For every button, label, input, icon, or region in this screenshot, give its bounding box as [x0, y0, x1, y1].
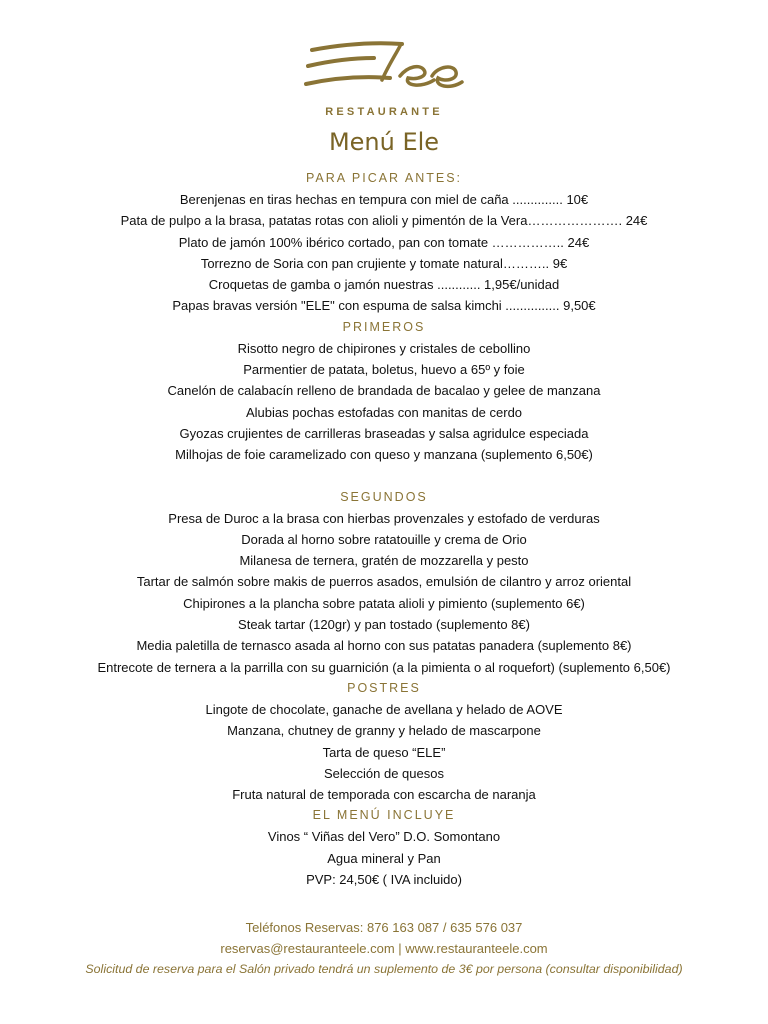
menu-item: Parmentier de patata, boletus, huevo a 65º y foie [243, 362, 525, 378]
menu-item: Manzana, chutney de granny y helado de mascarpone [227, 723, 541, 739]
menu-item: Berenjenas en tiras hechas en tempura con miel de caña .............. 10€ [179, 192, 589, 207]
section-para-picar [0, 168, 768, 317]
section-title: EL MENÚ INCLUYE [312, 808, 456, 823]
menu-title: Menú Ele [328, 128, 440, 156]
contact-links[interactable]: reservas@restauranteele.com | www.restauranteele.com [220, 941, 548, 956]
menu-item: Lingote de chocolate, ganache de avellana y helado de AOVE [205, 701, 563, 717]
menu-item: Selección de quesos [324, 765, 444, 781]
menu-content [0, 168, 768, 890]
menu-item: Dorada al horno sobre ratatouille y crema de Orio [241, 531, 527, 547]
section-menu-incluye [0, 805, 768, 890]
menu-item: Chipirones a la plancha sobre patata alioli y pimiento (suplemento 6€) [183, 595, 585, 611]
menu-item: Tarta de queso “ELE” [322, 744, 446, 760]
restaurant-logo [0, 36, 768, 120]
menu-item: Agua mineral y Pan [327, 850, 441, 866]
menu-item: Entrecote de ternera a la parrilla con su guarnición (a la pimienta o al roquefort) (suplemento 6,50€) [97, 659, 671, 675]
menu-item: Media paletilla de ternasco asada al horno con sus patatas panadera (suplemento 8€) [136, 638, 632, 654]
menu-item: Vinos “ Viñas del Vero” D.O. Somontano [267, 829, 501, 845]
menu-item: Tartar de salmón sobre makis de puerros asados, emulsión de cilantro y arroz oriental [136, 574, 632, 590]
section-segundos [0, 487, 768, 678]
menu-item: Papas bravas versión "ELE" con espuma de salsa kimchi ............... 9,50€ [172, 298, 596, 314]
menu-item: Presa de Duroc a la brasa con hierbas provenzales y estofado de verduras [168, 510, 600, 526]
section-title: POSTRES [347, 680, 421, 695]
menu-item: Gyozas crujientes de carrilleras braseadas y salsa agridulce especiada [179, 425, 589, 441]
menu-item: Alubias pochas estofadas con manitas de cerdo [245, 404, 523, 420]
reservation-phones: Teléfonos Reservas: 876 163 087 / 635 576 037 [245, 920, 523, 935]
section-title: SEGUNDOS [340, 489, 428, 504]
section-title: PARA PICAR ANTES: [305, 171, 463, 185]
private-room-note: Solicitud de reserva para el Salón privado tendrá un suplemento de 3€ por persona (consultar disponibilidad) [85, 962, 683, 976]
menu-item: Pata de pulpo a la brasa, patatas rotas con alioli y pimentón de la Vera…………………. 24€ [120, 213, 648, 229]
menu-item: Croquetas de gamba o jamón nuestras ............ 1,95€/unidad [208, 277, 560, 293]
menu-item: Plato de jamón 100% ibérico cortado, pan con tomate …………….. 24€ [178, 234, 590, 250]
menu-item: Torrezno de Soria con pan crujiente y tomate natural……….. 9€ [200, 255, 568, 271]
section-postres [0, 678, 768, 805]
section-spacer [0, 466, 768, 487]
ele-logo-mark [304, 36, 464, 106]
menu-item: Milhojas de foie caramelizado con queso y manzana (suplemento 6,50€) [175, 447, 593, 463]
menu-item: Fruta natural de temporada con escarcha de naranja [232, 787, 536, 803]
menu-item: Canelón de calabacín relleno de brandada de bacalao y gelee de manzana [167, 383, 601, 399]
menu-item: Steak tartar (120gr) y pan tostado (suplemento 8€) [238, 617, 530, 633]
menu-price: PVP: 24,50€ ( IVA incluido) [306, 872, 462, 888]
footer [0, 917, 768, 980]
menu-item: Milanesa de ternera, gratén de mozzarella y pesto [239, 553, 529, 569]
section-title: PRIMEROS [342, 319, 426, 334]
restaurant-wordmark: RESTAURANTE [325, 106, 443, 118]
section-primeros [0, 317, 768, 466]
menu-item: Risotto negro de chipirones y cristales de cebollino [237, 340, 531, 356]
